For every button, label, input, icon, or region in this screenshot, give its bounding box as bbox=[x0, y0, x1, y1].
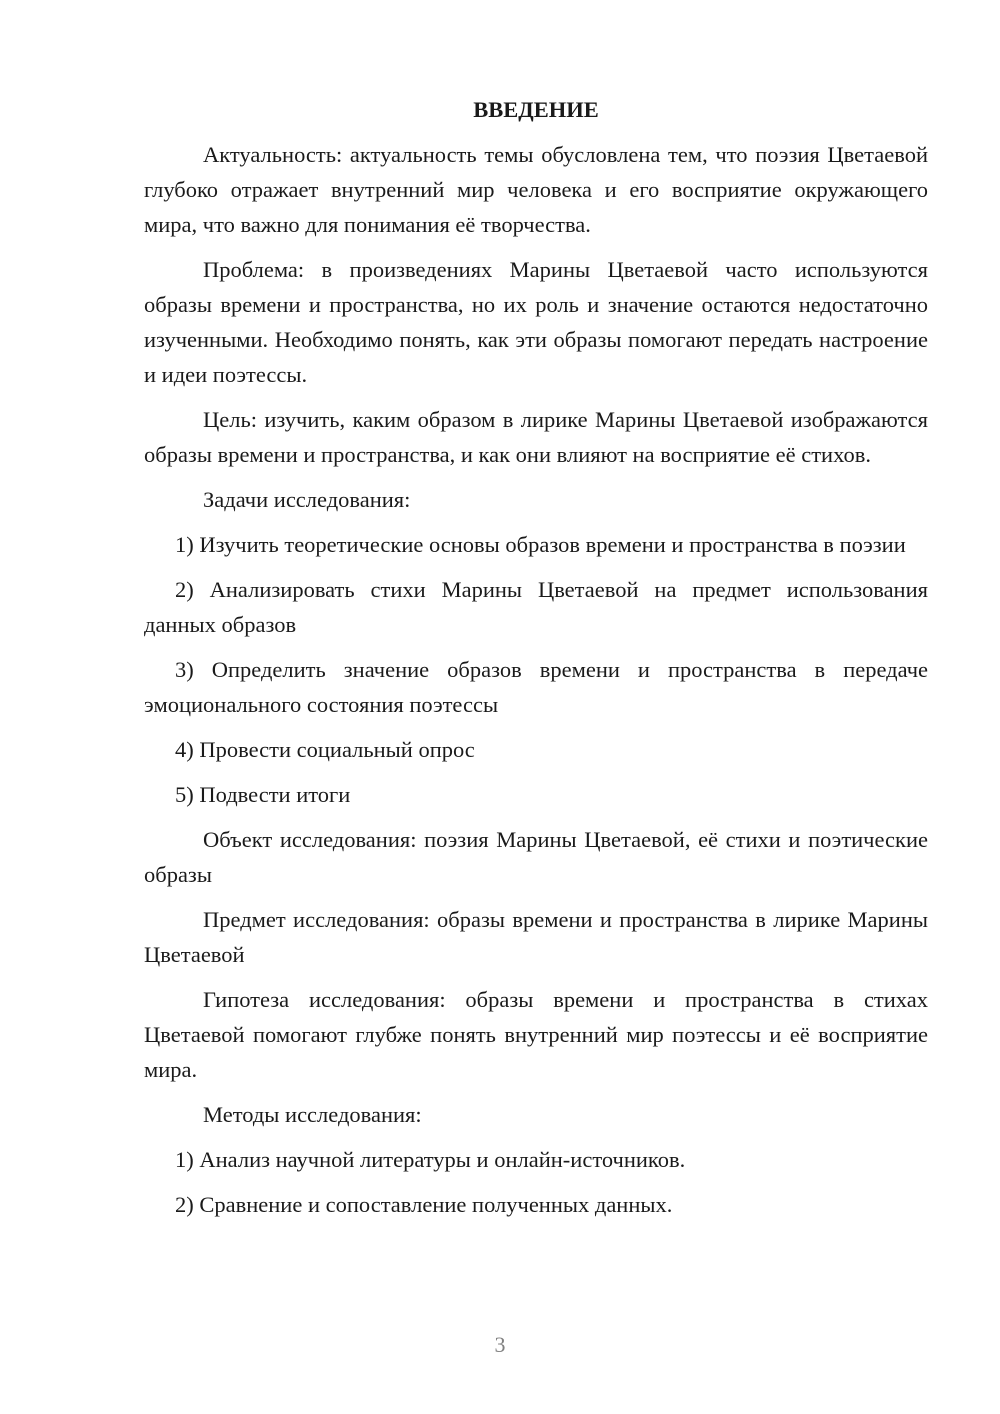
task-item-4: 4) Провести социальный опрос bbox=[175, 737, 475, 762]
document-page bbox=[144, 92, 928, 1232]
section-title: ВВЕДЕНИЕ bbox=[473, 97, 599, 122]
paragraph-problem: Проблема: в произведениях Марины Цветаевой часто используются образы времени и пространства, но их роль и значение остаются недостаточно изученными. Необходимо понять, как эти образы помогают передать настроение и идеи поэтессы. bbox=[144, 257, 928, 387]
paragraph-tasks-heading: Задачи исследования: bbox=[203, 487, 411, 512]
task-item-5: 5) Подвести итоги bbox=[175, 782, 351, 807]
task-item-3: 3) Определить значение образов времени и пространства в передаче эмоционального состояния поэтессы bbox=[144, 657, 928, 717]
task-item-2: 2) Анализировать стихи Марины Цветаевой на предмет использования данных образов bbox=[144, 577, 928, 637]
paragraph-relevance: Актуальность: актуальность темы обусловлена тем, что поэзия Цветаевой глубоко отражает внутренний мир человека и его восприятие окружающего мира, что важно для понимания её творчества. bbox=[144, 142, 928, 237]
paragraph-methods-heading: Методы исследования: bbox=[203, 1102, 422, 1127]
page-number: 3 bbox=[494, 1332, 506, 1357]
task-item-1: 1) Изучить теоретические основы образов времени и пространства в поэзии bbox=[175, 532, 906, 557]
paragraph-subject: Предмет исследования: образы времени и пространства в лирике Марины Цветаевой bbox=[144, 907, 928, 967]
method-item-1: 1) Анализ научной литературы и онлайн-источников. bbox=[175, 1147, 686, 1172]
method-item-2: 2) Сравнение и сопоставление полученных данных. bbox=[175, 1192, 673, 1217]
paragraph-hypothesis: Гипотеза исследования: образы времени и пространства в стихах Цветаевой помогают глубже понять внутренний мир поэтессы и её восприятие мира. bbox=[144, 987, 928, 1082]
paragraph-object: Объект исследования: поэзия Марины Цветаевой, её стихи и поэтические образы bbox=[144, 827, 928, 887]
paragraph-goal: Цель: изучить, каким образом в лирике Марины Цветаевой изображаются образы времени и пространства, и как они влияют на восприятие её стихов. bbox=[144, 407, 928, 467]
